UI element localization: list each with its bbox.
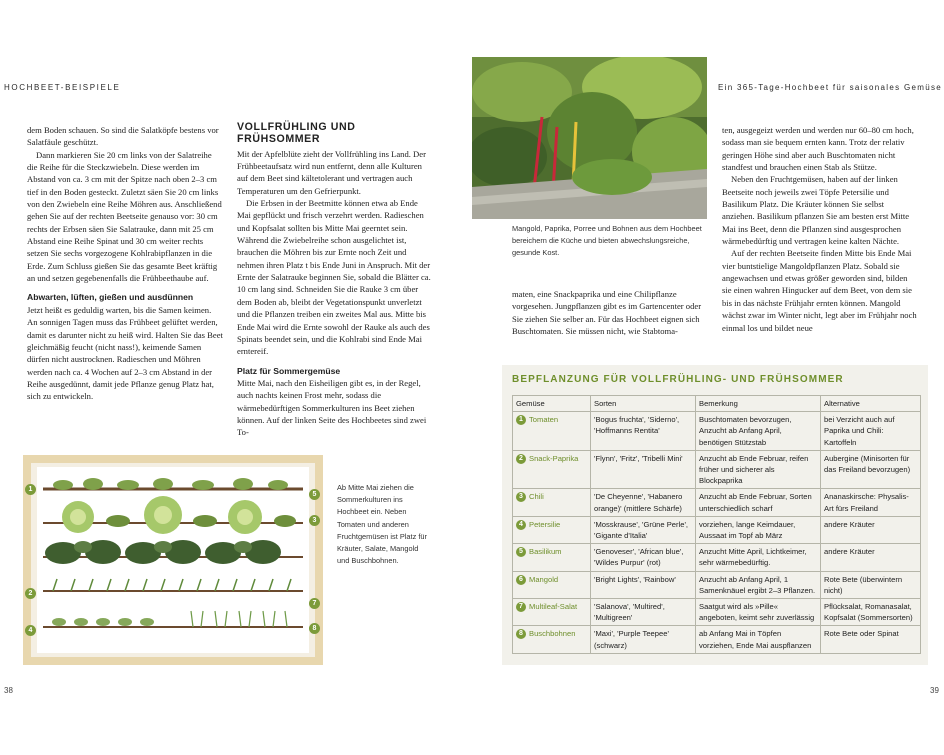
illustration-caption: Ab Mitte Mai ziehen die Sommerkulturen ins Hochbeet ein. Neben Tomaten und anderen Fruchtgemüsen ist Platz für Kräuter, Salate, Mangold und Buschbohnen. [337, 483, 427, 566]
note-cell: Anzucht Mitte April, Lichtkeimer, sehr wärmebedürftig. [696, 544, 821, 571]
paragraph: Auf der rechten Beetseite finden Mitte bis Ende Mai vier buntstielige Mangoldpflanzen Platz. Sobald sie angewachsen und etwas größer geworden sind, bilden sie einen wahren Hingucker auf dem Beet, von dem sie bis in das nächste Frühjahr ernten können. Mangold wächst zwar im Winter nicht, legt aber im Frühjahr noch einmal los und bildet neue [722, 248, 917, 333]
number-badge: 3 [516, 492, 526, 502]
number-badge: 6 [516, 575, 526, 585]
photo-caption: Mangold, Paprika, Porree und Bohnen aus dem Hochbeet bereichern die Küche und bieten abwechslungsreiche, gesunde Kost. [512, 224, 702, 258]
planting-table [512, 395, 921, 654]
vegetable-name: Buschbohnen [529, 629, 576, 639]
photo-drawing [472, 57, 707, 219]
subheading: Abwarten, lüften, gießen und ausdünnen [27, 292, 194, 303]
note-cell: ab Anfang Mai in Töpfen vorziehen, Ende Mai auspflanzen [696, 626, 821, 653]
vegetable-name: Multileaf-Salat [529, 602, 578, 612]
running-head-left: HOCHBEET-BEISPIELE [4, 83, 121, 92]
paragraph: Die Erbsen in der Beetmitte können etwa ab Ende Mai gepflückt und frisch verzehrt werden. Radieschen und Kopfsalat sollten bis Mitte Mai geerntet sein. Während die Zwiebelreihe schon ausgelichtet ist, brauchen die Möhren bis zur Ernte noch Zeit und nehmen ihren Platz t bis Ende Juni in Anspruch. Mit der Ernte der Salatrauke beginnen Sie, sobald die Blätter ca. 10 cm lang sind. Schneiden Sie die Rauke 3 cm über dem Boden ab, bleibt der Vegetationspunkt unverletzt und die Pflanzen treiben ein zweites Mal aus. Mitte bis Ende Mai wird die Ernte sowohl der Rauke als auch des Spinats beendet sein, und die Kohlrabi sind Ende Mai erntereif. [237, 198, 431, 357]
alternative-cell: andere Kräuter [821, 516, 921, 543]
note-cell: Anzucht ab Anfang April, 1 Samenknäuel ergibt 2–3 Pflanzen. [696, 571, 821, 598]
vegetable-cell [513, 544, 591, 571]
vegetable-name: Snack-Paprika [529, 453, 579, 463]
table-title: BEPFLANZUNG FÜR VOLLFRÜHLING- UND FRÜHSOMMER [512, 374, 844, 385]
alternative-cell: Rote Bete oder Spinat [821, 626, 921, 653]
number-badge: 5 [516, 547, 526, 557]
bed-marker: 7 [309, 598, 320, 609]
table-row [513, 544, 921, 571]
right-column-1 [512, 288, 708, 337]
column-header: Gemüse [513, 396, 591, 412]
bed-marker: 5 [309, 489, 320, 500]
alternative-cell: Ananaskirsche: Physalis-Art fürs Freiland [821, 489, 921, 516]
vegetable-cell [513, 516, 591, 543]
right-column-2 [722, 124, 918, 334]
note-cell: Anzucht ab Ende Februar, reifen früher und sicherer als Blockpaprika [696, 450, 821, 489]
table-header-row [513, 396, 921, 412]
sorts-cell: 'Bogus fruchta', 'Siderno', 'Hoffmanns Rentita' [591, 412, 696, 451]
planting-table-box [502, 365, 928, 665]
sorts-cell: 'Salanova', 'Multired', 'Multigreen' [591, 599, 696, 626]
vegetable-name: Chili [529, 492, 544, 502]
number-badge: 8 [516, 629, 526, 639]
number-badge: 4 [516, 520, 526, 530]
paragraph: Dann markieren Sie 20 cm links von der Salatreihe die Reihe für die Steckzwiebeln. Diese werden im Abstand von ca. 3 cm mit der Spitze nach oben 2–3 cm tief in den Boden gesteckt. Zuletzt säen Sie 20 cm links von den Zwiebeln eine Reihe Möhren aus. Anschließend gehen Sie auf der rechten Beetseite genauso vor: 30 cm rechts der Erbsen säen Sie Salatrauke, dann mit 25 cm Abstand eine Reihe Spinat und 30 cm weiter rechts setzen Sie sechs vorgezogene Kohlrabipflanzen in die Erde. Zum Schluss gießen Sie das gesamte Beet kräftig an und setzen gegebenenfalls die Frühbeethaube auf. [27, 149, 222, 284]
vegetable-name: Tomaten [529, 415, 559, 425]
column-header: Sorten [591, 396, 696, 412]
number-badge: 7 [516, 602, 526, 612]
vegetable-name: Basilikum [529, 547, 562, 557]
alternative-cell: Rote Bete (überwintern nicht) [821, 571, 921, 598]
table-row [513, 599, 921, 626]
page-number-right: 39 [930, 686, 939, 695]
sorts-cell: 'Bright Lights', 'Rainbow' [591, 571, 696, 598]
table-row [513, 626, 921, 653]
bed-marker: 1 [25, 484, 36, 495]
raised-bed-illustration [23, 455, 323, 665]
table-row [513, 571, 921, 598]
vegetable-cell [513, 571, 591, 598]
bed-drawing [23, 455, 323, 665]
vegetable-cell [513, 412, 591, 451]
bed-marker: 4 [25, 625, 36, 636]
section-heading: VOLLFRÜHLING UND FRÜHSOMMER [237, 121, 356, 146]
sorts-cell: 'Maxi', 'Purple Teepee' (schwarz) [591, 626, 696, 653]
table-row [513, 489, 921, 516]
sorts-cell: 'Flynn', 'Fritz', 'Tribelli Mini' [591, 450, 696, 489]
sorts-cell: 'De Cheyenne', 'Habanero orange)' (mittlere Schärfe) [591, 489, 696, 516]
paragraph: ten, ausgegeizt werden und werden nur 60–80 cm hoch, sodass man sie bequem ernten kann. Trotz der relativ geringen Höhe sind aber auch Buschtomaten nicht standfest und brauchen einen Stab als Stütze. [722, 125, 914, 173]
vegetable-cell [513, 489, 591, 516]
number-badge: 2 [516, 454, 526, 464]
vegetable-cell [513, 450, 591, 489]
paragraph: Mit der Apfelblüte zieht der Vollfrühling ins Land. Der Frühbeetaufsatz wird nun entfernt, denn alle Kulturen auf dem Beet sind kältetolerant und vertragen auch Temperaturen um den Gefrierpunkt. [237, 148, 426, 196]
table-row [513, 516, 921, 543]
running-head-right: Ein 365-Tage-Hochbeet für saisonales Gemüse [718, 83, 942, 92]
bed-marker: 2 [25, 588, 36, 599]
alternative-cell: bei Verzicht auch auf Paprika und Chili: Kartoffeln [821, 412, 921, 451]
garden-photo [472, 57, 707, 219]
vegetable-name: Mangold [529, 574, 559, 584]
vegetable-cell [513, 626, 591, 653]
bed-marker: 3 [309, 515, 320, 526]
note-cell: Buschtomaten bevorzugen, Anzucht ab Anfang April, benötigen Stützstab [696, 412, 821, 451]
note-cell: Anzucht ab Ende Februar, Sorten unterschiedlich scharf [696, 489, 821, 516]
note-cell: Saatgut wird als »Pille« angeboten, keimt sehr zuverlässig [696, 599, 821, 626]
paragraph: maten, eine Snackpaprika und eine Chilipflanze vorgesehen. Jungpflanzen gibt es im Gartencenter oder Sie ziehen Sie selber an. Für das Hochbeet eignen sich Buschtomaten. Sie müssen nicht, wie Stabtoma- [512, 289, 702, 337]
paragraph: Jetzt heißt es geduldig warten, bis die Samen keimen. An sonnigen Tagen muss das Frühbeet gelüftet werden, damit es darunter nicht zu heiß wird. Halten Sie das Beet gleichmäßig feucht (nicht nass!), keimende Samen dürfen nicht austrocknen. Radieschen und Möhren werden nach ca. 4 Wochen auf 2–3 cm Abstand in der Reihe ausgedünnt, damit jede Pflanze genug Platz hat, sich zu entwickeln. [27, 304, 223, 402]
vegetable-cell [513, 599, 591, 626]
paragraph: dem Boden schauen. So sind die Salatköpfe bestens vor Salatfäule geschützt. [27, 125, 219, 148]
sorts-cell: 'Mosskrause', 'Grüne Perle', 'Gigante d'Italia' [591, 516, 696, 543]
paragraph: Neben den Fruchtgemüsen, haben auf der linken Beetseite noch jeweils zwei Töpfe Petersilie und Basilikum Platz. Die Kräuter können Sie selbst anziehen. Basilikum pflanzen Sie am besten erst Mitte Mai ins Beet, denn die Pflanzen sind ausgesprochen wärmebedürftig und vertragen keine kalten Nächte. [722, 174, 910, 247]
subheading: Platz für Sommergemüse [237, 365, 341, 376]
table-row [513, 450, 921, 489]
note-cell: vorziehen, lange Keimdauer, Aussaat im Topf ab März [696, 516, 821, 543]
column-header: Alternative [821, 396, 921, 412]
paragraph: Mitte Mai, nach den Eisheiligen gibt es, in der Regel, auch nachts keinen Frost mehr, sodass die wärmebedürftigen Sommerkulturen ins Beet ziehen können. Auf der linken Seite des Hochbeetes sind zwei To- [237, 377, 427, 438]
vegetable-name: Petersilie [529, 519, 561, 529]
left-column-1 [27, 124, 223, 403]
alternative-cell: andere Kräuter [821, 544, 921, 571]
left-column-2 [237, 121, 433, 439]
number-badge: 1 [516, 415, 526, 425]
alternative-cell: Pflücksalat, Romanasalat, Kopfsalat (Sommersorten) [821, 599, 921, 626]
bed-marker: 8 [309, 623, 320, 634]
alternative-cell: Aubergine (Minisorten für das Freiland bevorzugen) [821, 450, 921, 489]
column-header: Bemerkung [696, 396, 821, 412]
sorts-cell: 'Genoveser', 'African blue', 'Wildes Purpur' (rot) [591, 544, 696, 571]
table-row [513, 412, 921, 451]
page-number-left: 38 [4, 686, 13, 695]
